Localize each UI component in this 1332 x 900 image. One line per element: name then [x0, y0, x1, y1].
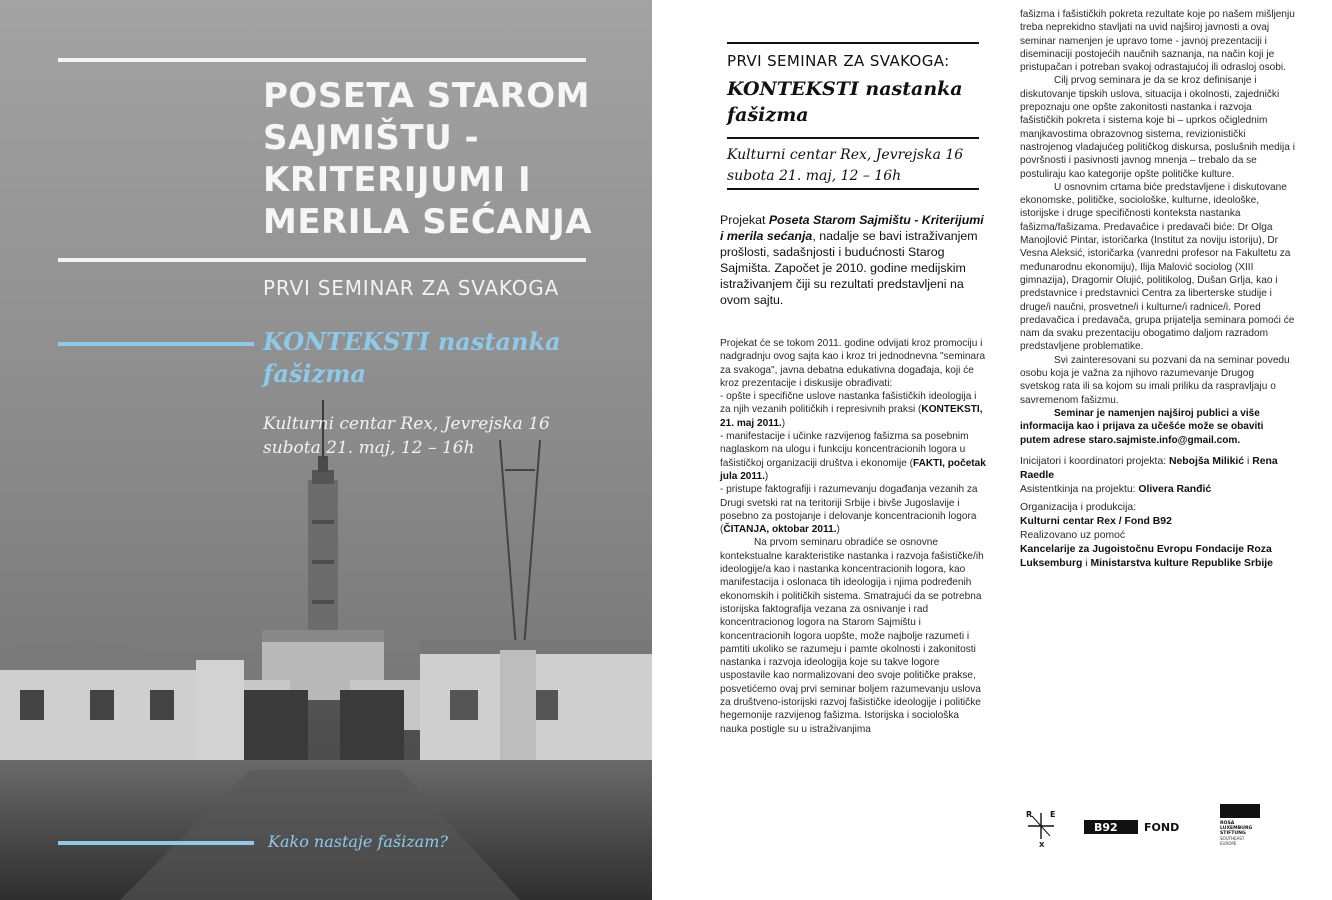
- credits-name: Rena Raedle: [1020, 455, 1278, 481]
- seminar-item-date: KONTEKSTI, 21. maj 2011.: [720, 404, 983, 429]
- cover-venue: [263, 412, 550, 460]
- seminar-venue-date: subota 21. maj, 12 – 16h: [727, 168, 902, 184]
- seminar-item-text: ): [836, 524, 840, 536]
- footer-rule: [58, 841, 254, 845]
- top-rule: [58, 58, 586, 62]
- seminar-item: [720, 390, 986, 430]
- rex-logo-letter: E: [1050, 810, 1056, 819]
- accent-rule: [58, 342, 254, 346]
- cover-subtitle: PRVI SEMINAR ZA SVAKOGA: [263, 276, 560, 300]
- contact-paragraph: [1020, 407, 1296, 447]
- credits-name: Ministarstva kulture Republike Srbije: [1090, 557, 1273, 569]
- credits-label: Organizacija i produkcija:: [1020, 501, 1137, 513]
- cover-venue-place: Kulturni centar Rex, Jevrejska 16: [263, 414, 550, 434]
- cover-title-line: SAJMIŠTU -: [263, 118, 480, 158]
- seminar-topic: KONTEKSTI nastanka fašizma: [727, 78, 963, 126]
- text-panel: [652, 0, 1332, 900]
- seminar-item-text: - opšte i specifične uslove nastanka fašističkih ideologija i za njih vezanih političkih i represivnih praksi (: [720, 391, 977, 416]
- cover-title-line: KRITERIJUMI I: [263, 160, 532, 200]
- cover-topic-line: fašizma: [263, 359, 367, 388]
- rosa-logo-line: ROSA: [1220, 821, 1235, 826]
- rosa-logo-line: STIFTUNG: [1220, 831, 1246, 836]
- intro-text: , nadalje se bavi istraživanjem prošlosti, sadašnjosti i budućnosti Starog Sajmišta. Započet je 2010. godine medijskim istraživanjem čiji su rezultati predstavljeni na ovom sajtu.: [720, 229, 978, 307]
- rosa-logo-line: SOUTHEAST: [1220, 836, 1245, 841]
- body-paragraph: U osnovnim crtama biće predstavljene i diskutovane ekonomske, političke, sociološke, kulturne, ideološke, istorijske i druge specifičnosti konteksta nastanka fašizma/fašizama. Predavačice i predavači biće: Dr Olga Manojlović Pintar, istoričarka (Institut za noviju istoriju), Dr Vesna Aleksić, istoričarka (vanredni profesor na Fakultetu za međunarodnu ekonomiju), Ilija Malović sociolog (XIII gimnazija), Dragomir Olujić, politikolog, Dušan Grlja, kao i predstavnice i predstavnici Centra za liberterske studije i druge/i naučni, prosvetne/i i kulturne/i radnice/i. Pored predavačica i predavača, grupa prijatelja seminara pomoći će nam da svaku prezentaciju obogatimo daljom razradom predstavljene problematike.: [1020, 181, 1295, 353]
- body-column-2: [1020, 8, 1296, 571]
- body-paragraph: Cilj prvog seminara je da se kroz definisanje i diskutovanje tipskih uslova, situacija i okolnosti, zajednički prepoznaju one opšte zakonitosti nastanka i razvoja fašističkih pokreta i sistema koje bi – uprkos očiglednim manjkavostima obrazovnog sistema, revizionistički nastrojenog vladajućeg političkog diskursa, poslušnih medija i površnosti i pasivnosti javnog mnenja – trebalo da se postuliraju kao kategorije opšte političke kulture.: [1020, 75, 1295, 180]
- seminar-venue: [727, 145, 963, 187]
- header-rule-bottom: [727, 188, 979, 190]
- intro-project-name: Poseta Starom Sajmištu - Kriterijumi i merila sećanja: [720, 213, 984, 243]
- credits-name: Nebojša Milikić: [1169, 455, 1245, 467]
- cover-topic-line: KONTEKSTI nastanka: [263, 327, 561, 356]
- cover-topic: [263, 326, 603, 390]
- cover-venue-date: subota 21. maj, 12 – 16h: [263, 438, 475, 458]
- seminar-item-text: - manifestacije i učinke razvijenog fašizma sa posebnim naglaskom na ulogu i funkciju koncentracionih logora u fašističkoj organizaciji društva i ekonomije (: [720, 431, 969, 469]
- credits-label: i: [1082, 557, 1091, 569]
- contact-text: Seminar je namenjen najširoj publici a više informacija kao i prijava za učešće može se obaviti putem adrese staro.sajmiste.info@gmail.com.: [1020, 407, 1264, 446]
- cover-title-line: POSETA STAROM: [263, 76, 591, 116]
- seminar-item-date: FAKTI, početak jula 2011.: [720, 457, 986, 482]
- rex-logo-letter: R: [1026, 810, 1033, 819]
- seminar-item-text: ): [764, 470, 769, 482]
- header-rule-mid: [727, 137, 979, 139]
- credits-label: Asistentkinja na projektu:: [1020, 483, 1139, 495]
- cover-panel: [0, 0, 652, 900]
- body-column-1: [720, 337, 986, 736]
- b92-fond-logo: [1084, 820, 1179, 834]
- intro-paragraph: [720, 212, 988, 308]
- cover-title: [263, 75, 603, 243]
- seminar-item-text: - pristupe faktografiji i razumevanju događanja vezanih za Drugi svetski rat na teritoriji Srbije i bivše Jugoslavije i posebno za postojanje i delovanje koncentracionih logora (: [720, 484, 978, 536]
- fond-logo-text: FOND: [1144, 821, 1180, 834]
- credits-label: Inicijatori i koordinatori projekta:: [1020, 455, 1170, 467]
- intro-text: Projekat: [720, 213, 769, 227]
- sponsor-logos: [1024, 804, 1304, 848]
- body-paragraph: Na prvom seminaru obradiće se osnovne kontekstualne karakteristike nastanka i razvoja fašističke/ih ideologije/a kao i nastanka koncentracionih logora, kao manifestacija i oslonaca tih ideologija i njima podređenih ekonomskih i političkih sistema. Smatrajući da se potrebna istorijska faktografija vezana za osnivanje i rad koncentracionog logora na Starom Sajmištu i koncentracionih logora uopšte, može najbolje razumeti i pamtiti ukoliko se razumeju i pamte okolnosti i zakonitosti nastanka i razvoja ideologija koje su takve logore uspostavile kao normalizovani deo svoje političke prakse, posvetićemo ovaj prvi seminar boljem razumevanju uslova za društveno-istorijski razvoj fašističke ideologije i političke hegemonije razvijenog fašizma. Istorijska i sociološka nauka postigle su u istraživanjima: [720, 537, 984, 735]
- rosa-logo-line: LUXEMBURG: [1220, 826, 1253, 831]
- credits-name: Olivera Ranđić: [1138, 483, 1212, 495]
- credits: [1020, 455, 1296, 571]
- rex-logo-letter: X: [1039, 841, 1045, 848]
- credits-name: Kancelarije za Jugoistočnu Evropu Fondacije Roza Luksemburg: [1020, 543, 1272, 569]
- seminar-item-date: ČITANJA, oktobar 2011.: [723, 524, 837, 536]
- title-rule: [58, 258, 586, 262]
- seminar-venue-place: Kulturni centar Rex, Jevrejska 16: [727, 147, 964, 163]
- credits-label: Realizovano uz pomoć: [1020, 529, 1126, 541]
- body-paragraph: fašizma i fašističkih pokreta rezultate koje po našem mišljenju treba neprekidno stavljati na uvid najširoj javnosti a ovaj seminar namenjen je upravo tome - javnoj prezentaciji i diseminaciji postojećih naučnih saznanja, na način koji je pristupačan i potreban svakoj odrastajućoj ili odrasloj osobi.: [1020, 9, 1295, 74]
- cover-title-line: MERILA SEĆANJA: [263, 202, 593, 242]
- rosa-logo-line: EUROPE: [1220, 841, 1237, 846]
- body-paragraph: Projekat će se tokom 2011. godine odvijati kroz promociju i nadgradnju ovog sajta kao i kroz tri jednodnevna "seminara za svakoga", javna debatna edukativna događaja, koji će kroz prezentacije i diskusije obrađivati:: [720, 338, 986, 389]
- seminar-item: [720, 483, 986, 536]
- rex-logo: [1026, 810, 1055, 848]
- b92-logo-text: B92: [1094, 821, 1118, 834]
- seminar-subtitle: PRVI SEMINAR ZA SVAKOGA:: [727, 52, 950, 70]
- body-paragraph: Svi zainteresovani su pozvani da na seminar povedu osobu koja je važna za njihovo razumevanje Drugog svetskog rata ili sa kojom su imali priliku da raspravljaju o savremenom fašizmu.: [1020, 354, 1290, 406]
- seminar-item-text: ): [781, 417, 786, 429]
- header-rule-top: [727, 42, 979, 44]
- credits-name: Kulturni centar Rex / Fond B92: [1020, 515, 1172, 527]
- credits-label: i: [1244, 455, 1253, 467]
- rosa-luxemburg-logo: [1220, 804, 1260, 846]
- cover-footer-question: Kako nastaje fašizam?: [268, 832, 448, 851]
- seminar-item: [720, 430, 986, 483]
